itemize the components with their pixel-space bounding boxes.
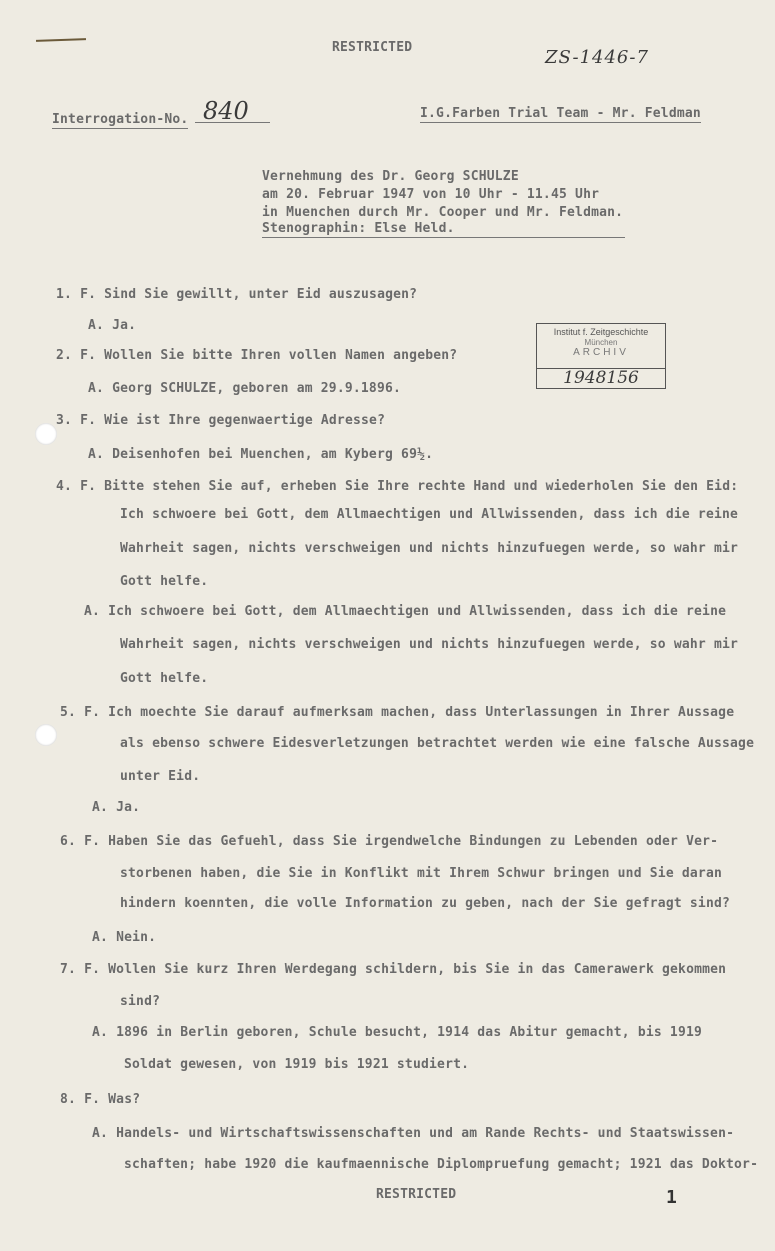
line-q6: 6. F. Haben Sie das Gefuehl, dass Sie irgendwelche Bindungen zu Lebenden oder Ver- [60,834,719,849]
classification-bottom: RESTRICTED [376,1187,457,1202]
line-a4: A. Ich schwoere bei Gott, dem Allmaechtigen und Allwissenden, dass ich die reine [84,604,727,619]
intro-line-3: in Muenchen durch Mr. Cooper und Mr. Feldman. [262,205,624,220]
stamp-archive: ARCHIV [573,347,629,358]
line-q4-2: Ich schwoere bei Gott, dem Allmaechtigen und Allwissenden, dass ich die reine [120,507,739,522]
line-a4-3: Gott helfe. [120,671,209,686]
page-number: 1 [666,1187,678,1208]
interrogation-number: 840 [203,97,249,125]
line-q5-3: unter Eid. [120,769,201,784]
line-q4-3: Wahrheit sagen, nichts verschweigen und nichts hinzufuegen werde, so wahr mir [120,541,739,556]
line-a7: A. 1896 in Berlin geboren, Schule besucht, 1914 das Abitur gemacht, bis 1919 [92,1025,703,1040]
line-q4-4: Gott helfe. [120,574,209,589]
line-q4: 4. F. Bitte stehen Sie auf, erheben Sie Ihre rechte Hand und wiederholen Sie den Eid: [56,479,739,494]
line-a2: A. Georg SCHULZE, geboren am 29.9.1896. [88,381,402,396]
interrogation-underline [195,122,270,123]
line-a8: A. Handels- und Wirtschaftswissenschaften und am Rande Rechts- und Staatswissen- [92,1126,735,1141]
line-q7: 7. F. Wollen Sie kurz Ihren Werdegang schildern, bis Sie in das Camerawerk gekommen [60,962,727,977]
line-q6-2: storbenen haben, die Sie in Konflikt mit Ihrem Schwur bringen und Sie daran [120,866,722,881]
stamp-city: München [584,338,618,347]
line-a8-2: schaften; habe 1920 die kaufmaennische Diplompruefung gemacht; 1921 das Doktor- [124,1157,759,1172]
line-q1: 1. F. Sind Sie gewillt, unter Eid auszusagen? [56,287,418,302]
line-a3: A. Deisenhofen bei Muenchen, am Kyberg 69½. [88,447,434,462]
punch-hole-top [35,423,57,445]
archive-stamp [536,323,666,389]
line-a6: A. Nein. [92,930,157,945]
intro-line-1: Vernehmung des Dr. Georg SCHULZE [262,169,519,184]
team-name: I.G.Farben Trial Team - Mr. Feldman [420,106,701,121]
punch-hole-bottom [35,724,57,746]
stamp-header [537,324,665,369]
line-a7-2: Soldat gewesen, von 1919 bis 1921 studiert. [124,1057,470,1072]
pencil-mark [36,38,86,42]
line-q5: 5. F. Ich moechte Sie darauf aufmerksam machen, dass Unterlassungen in Ihrer Aussage [60,705,735,720]
line-q6-3: hindern koennten, die volle Information zu geben, nach der Sie gefragt sind? [120,896,731,911]
line-a4-2: Wahrheit sagen, nichts verschweigen und nichts hinzufuegen werde, so wahr mir [120,637,739,652]
line-q7-2: sind? [120,994,161,1009]
intro-line-2: am 20. Februar 1947 von 10 Uhr - 11.45 Uhr [262,187,600,202]
line-q2: 2. F. Wollen Sie bitte Ihren vollen Namen angeben? [56,348,458,363]
archive-reference: ZS-1446-7 [545,47,649,68]
intro-line-4: Stenographin: Else Held. [262,221,625,238]
line-q8: 8. F. Was? [60,1092,141,1107]
classification-top: RESTRICTED [332,40,413,55]
interrogation-header [52,108,188,127]
line-a5: A. Ja. [92,800,141,815]
stamp-institute: Institut f. Zeitgeschichte [553,327,649,337]
stamp-number: 1948156 [563,368,639,388]
line-q3: 3. F. Wie ist Ihre gegenwaertige Adresse? [56,413,386,428]
interrogation-label: Interrogation-No. [52,112,189,127]
line-q5-2: als ebenso schwere Eidesverletzungen betrachtet werden wie eine falsche Aussage [120,736,755,751]
line-a1: A. Ja. [88,318,137,333]
